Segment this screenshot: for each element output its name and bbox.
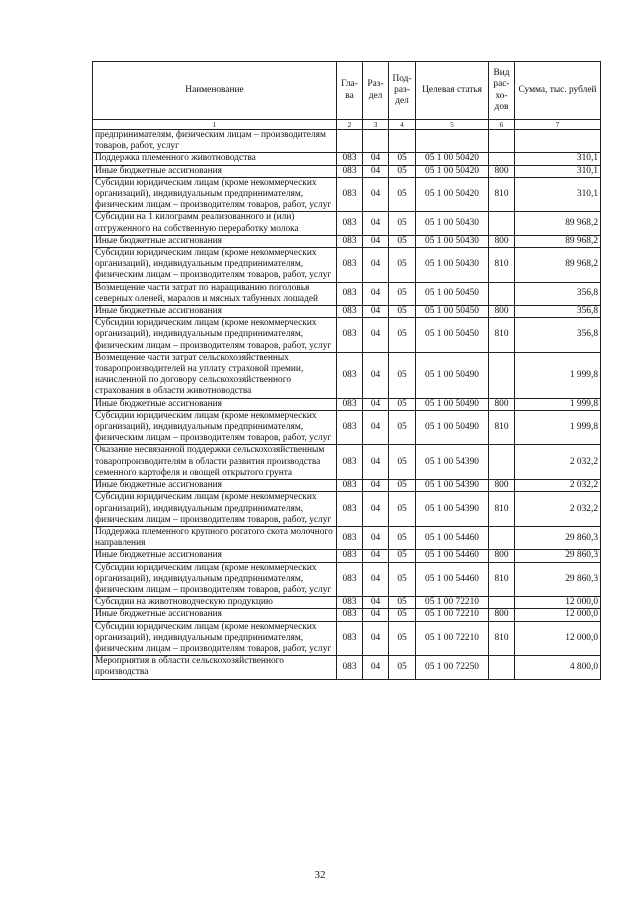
- row-vid-cell: 800: [489, 165, 515, 177]
- row-podrazdel-cell: 05: [389, 526, 416, 549]
- row-glava-cell: 083: [337, 177, 363, 212]
- row-name-cell: Субсидии юридическим лицам (кроме некоммерческих организаций), индивидуальным предпринимателям, физическим лицам – производителям товаров, работ, услуг: [93, 177, 337, 212]
- row-statya-cell: 05 1 00 50430: [416, 248, 489, 283]
- col-number: 5: [416, 120, 489, 130]
- row-name-cell: Субсидии на 1 килограмм реализованного и (или) отгруженного на собственную переработку молока: [93, 212, 337, 235]
- row-statya-cell: 05 1 00 50420: [416, 177, 489, 212]
- row-name-cell: Субсидии юридическим лицам (кроме некоммерческих организаций), индивидуальным предпринимателям, физическим лицам – производителям товаров, работ, услуг: [93, 410, 337, 445]
- row-podrazdel-cell: 05: [389, 282, 416, 305]
- row-statya-cell: 05 1 00 54390: [416, 492, 489, 527]
- row-glava-cell: 083: [337, 398, 363, 410]
- row-glava-cell: 083: [337, 480, 363, 492]
- row-razdel-cell: 04: [363, 165, 389, 177]
- row-summa-cell: 89 968,2: [515, 235, 601, 247]
- row-summa-cell: 2 032,2: [515, 480, 601, 492]
- row-glava-cell: 083: [337, 621, 363, 656]
- row-statya-cell: 05 1 00 54460: [416, 562, 489, 597]
- row-podrazdel-cell: 05: [389, 550, 416, 562]
- row-name-cell: Иные бюджетные ассигнования: [93, 480, 337, 492]
- row-razdel-cell: 04: [363, 398, 389, 410]
- row-glava-cell: 083: [337, 526, 363, 549]
- row-name-cell: Иные бюджетные ассигнования: [93, 609, 337, 621]
- row-razdel-cell: 04: [363, 597, 389, 609]
- row-glava-cell: 083: [337, 492, 363, 527]
- row-podrazdel-cell: 05: [389, 177, 416, 212]
- table-row: [93, 165, 601, 177]
- row-glava-cell: 083: [337, 212, 363, 235]
- row-name-cell: предпринимателям, физическим лицам – производителям товаров, работ, услуг: [93, 130, 337, 153]
- table-row: [93, 306, 601, 318]
- row-razdel-cell: 04: [363, 282, 389, 305]
- table-row: [93, 248, 601, 283]
- row-summa-cell: 4 800,0: [515, 656, 601, 679]
- col-number: 4: [389, 120, 416, 130]
- row-name-cell: Иные бюджетные ассигнования: [93, 165, 337, 177]
- row-podrazdel-cell: 05: [389, 609, 416, 621]
- row-glava-cell: 083: [337, 306, 363, 318]
- row-name-cell: Иные бюджетные ассигнования: [93, 550, 337, 562]
- row-glava-cell: 083: [337, 609, 363, 621]
- row-statya-cell: 05 1 00 54460: [416, 550, 489, 562]
- row-glava-cell: 083: [337, 248, 363, 283]
- row-glava-cell: 083: [337, 153, 363, 165]
- row-podrazdel-cell: 05: [389, 398, 416, 410]
- row-statya-cell: 05 1 00 72250: [416, 656, 489, 679]
- row-razdel-cell: 04: [363, 445, 389, 480]
- row-summa-cell: 12 000,0: [515, 609, 601, 621]
- row-razdel-cell: [363, 130, 389, 153]
- row-podrazdel-cell: 05: [389, 235, 416, 247]
- row-vid-cell: 800: [489, 480, 515, 492]
- table-row: [93, 130, 601, 153]
- row-vid-cell: 800: [489, 306, 515, 318]
- row-statya-cell: 05 1 00 50450: [416, 318, 489, 353]
- table-row: [93, 410, 601, 445]
- row-statya-cell: 05 1 00 50420: [416, 153, 489, 165]
- header-vid: Вид рас-хо-дов: [489, 62, 515, 120]
- row-summa-cell: 89 968,2: [515, 248, 601, 283]
- row-podrazdel-cell: 05: [389, 656, 416, 679]
- row-glava-cell: 083: [337, 550, 363, 562]
- row-name-cell: Субсидии юридическим лицам (кроме некоммерческих организаций), индивидуальным предпринимателям, физическим лицам – производителям товаров, работ, услуг: [93, 248, 337, 283]
- row-vid-cell: 810: [489, 621, 515, 656]
- row-name-cell: Иные бюджетные ассигнования: [93, 306, 337, 318]
- row-summa-cell: 356,8: [515, 318, 601, 353]
- row-vid-cell: 800: [489, 609, 515, 621]
- row-razdel-cell: 04: [363, 212, 389, 235]
- row-podrazdel-cell: 05: [389, 352, 416, 398]
- table-row: [93, 621, 601, 656]
- row-glava-cell: 083: [337, 352, 363, 398]
- row-statya-cell: 05 1 00 50430: [416, 212, 489, 235]
- row-name-cell: Оказание несвязанной поддержки сельскохозяйственным товаропроизводителям в области развития производства семенного картофеля и овощей открытого грунта: [93, 445, 337, 480]
- row-podrazdel-cell: 05: [389, 306, 416, 318]
- row-vid-cell: 800: [489, 398, 515, 410]
- table-row: [93, 153, 601, 165]
- row-summa-cell: 1 999,8: [515, 352, 601, 398]
- row-statya-cell: 05 1 00 54390: [416, 445, 489, 480]
- table-row: [93, 352, 601, 398]
- row-vid-cell: [489, 352, 515, 398]
- table-row: [93, 656, 601, 679]
- row-vid-cell: [489, 526, 515, 549]
- row-podrazdel-cell: 05: [389, 492, 416, 527]
- table-row: [93, 398, 601, 410]
- row-name-cell: Иные бюджетные ассигнования: [93, 398, 337, 410]
- table-row: [93, 318, 601, 353]
- row-summa-cell: 310,1: [515, 177, 601, 212]
- row-statya-cell: 05 1 00 50450: [416, 306, 489, 318]
- row-summa-cell: 29 860,3: [515, 550, 601, 562]
- row-vid-cell: [489, 130, 515, 153]
- row-podrazdel-cell: 05: [389, 410, 416, 445]
- row-name-cell: Субсидии юридическим лицам (кроме некоммерческих организаций), индивидуальным предпринимателям, физическим лицам – производителям товаров, работ, услуг: [93, 562, 337, 597]
- row-name-cell: Возмещение части затрат по наращиванию поголовья северных оленей, маралов и мясных табунных лошадей: [93, 282, 337, 305]
- row-podrazdel-cell: 05: [389, 445, 416, 480]
- row-vid-cell: [489, 282, 515, 305]
- row-razdel-cell: 04: [363, 492, 389, 527]
- row-podrazdel-cell: 05: [389, 212, 416, 235]
- table-row: [93, 445, 601, 480]
- row-summa-cell: 12 000,0: [515, 621, 601, 656]
- row-podrazdel-cell: 05: [389, 562, 416, 597]
- row-statya-cell: 05 1 00 50430: [416, 235, 489, 247]
- row-name-cell: Субсидии юридическим лицам (кроме некоммерческих организаций), индивидуальным предпринимателям, физическим лицам – производителям товаров, работ, услуг: [93, 621, 337, 656]
- table-row: [93, 492, 601, 527]
- row-summa-cell: 356,8: [515, 306, 601, 318]
- row-statya-cell: 05 1 00 50490: [416, 352, 489, 398]
- budget-table: [92, 61, 601, 680]
- row-summa-cell: 310,1: [515, 153, 601, 165]
- row-razdel-cell: 04: [363, 352, 389, 398]
- row-razdel-cell: 04: [363, 306, 389, 318]
- row-vid-cell: 810: [489, 318, 515, 353]
- page-number: 32: [314, 869, 326, 881]
- row-summa-cell: 89 968,2: [515, 212, 601, 235]
- table-row: [93, 562, 601, 597]
- col-number: 2: [337, 120, 363, 130]
- row-statya-cell: 05 1 00 50490: [416, 398, 489, 410]
- row-glava-cell: 083: [337, 445, 363, 480]
- row-vid-cell: 800: [489, 235, 515, 247]
- row-statya-cell: 05 1 00 50420: [416, 165, 489, 177]
- header-summa: Сумма, тыс. рублей: [515, 62, 601, 120]
- row-name-cell: Поддержка племенного животноводства: [93, 153, 337, 165]
- header-razdel: Раз-дел: [363, 62, 389, 120]
- row-name-cell: Субсидии юридическим лицам (кроме некоммерческих организаций), индивидуальным предпринимателям, физическим лицам – производителям товаров, работ, услуг: [93, 492, 337, 527]
- row-razdel-cell: 04: [363, 410, 389, 445]
- row-podrazdel-cell: 05: [389, 248, 416, 283]
- row-statya-cell: [416, 130, 489, 153]
- col-number: 3: [363, 120, 389, 130]
- row-vid-cell: [489, 153, 515, 165]
- row-vid-cell: 810: [489, 177, 515, 212]
- row-podrazdel-cell: 05: [389, 597, 416, 609]
- table-row: [93, 212, 601, 235]
- row-glava-cell: 083: [337, 235, 363, 247]
- table-row: [93, 550, 601, 562]
- row-vid-cell: [489, 212, 515, 235]
- row-glava-cell: 083: [337, 410, 363, 445]
- row-name-cell: Возмещение части затрат сельскохозяйственных товаропроизводителей на уплату страховой премии, начисленной по договору сельскохозяйственного страхования в области животноводства: [93, 352, 337, 398]
- row-statya-cell: 05 1 00 50450: [416, 282, 489, 305]
- row-glava-cell: 083: [337, 597, 363, 609]
- row-vid-cell: 810: [489, 492, 515, 527]
- row-razdel-cell: 04: [363, 153, 389, 165]
- row-name-cell: Поддержка племенного крупного рогатого скота молочного направления: [93, 526, 337, 549]
- row-glava-cell: [337, 130, 363, 153]
- row-podrazdel-cell: 05: [389, 480, 416, 492]
- row-razdel-cell: 04: [363, 609, 389, 621]
- column-number-row: [93, 120, 601, 130]
- row-razdel-cell: 04: [363, 550, 389, 562]
- row-razdel-cell: 04: [363, 177, 389, 212]
- row-vid-cell: 800: [489, 550, 515, 562]
- header-name: Наименование: [93, 62, 337, 120]
- row-summa-cell: 1 999,8: [515, 398, 601, 410]
- row-glava-cell: 083: [337, 282, 363, 305]
- row-statya-cell: 05 1 00 72210: [416, 609, 489, 621]
- table-row: [93, 282, 601, 305]
- header-podrazdel: Под-раз-дел: [389, 62, 416, 120]
- row-summa-cell: 310,1: [515, 165, 601, 177]
- row-statya-cell: 05 1 00 72210: [416, 621, 489, 656]
- row-summa-cell: 2 032,2: [515, 492, 601, 527]
- row-summa-cell: 29 860,3: [515, 526, 601, 549]
- row-name-cell: Мероприятия в области сельскохозяйственного производства: [93, 656, 337, 679]
- row-summa-cell: 356,8: [515, 282, 601, 305]
- row-podrazdel-cell: 05: [389, 318, 416, 353]
- row-statya-cell: 05 1 00 72210: [416, 597, 489, 609]
- table-row: [93, 609, 601, 621]
- row-summa-cell: 2 032,2: [515, 445, 601, 480]
- table-row: [93, 526, 601, 549]
- header-glava: Гла-ва: [337, 62, 363, 120]
- table-row: [93, 177, 601, 212]
- row-vid-cell: [489, 597, 515, 609]
- col-number: 6: [489, 120, 515, 130]
- row-razdel-cell: 04: [363, 656, 389, 679]
- row-glava-cell: 083: [337, 562, 363, 597]
- row-razdel-cell: 04: [363, 480, 389, 492]
- row-vid-cell: 810: [489, 562, 515, 597]
- col-number: 1: [93, 120, 337, 130]
- row-podrazdel-cell: 05: [389, 621, 416, 656]
- row-podrazdel-cell: [389, 130, 416, 153]
- row-name-cell: Субсидии юридическим лицам (кроме некоммерческих организаций), индивидуальным предпринимателям, физическим лицам – производителям товаров, работ, услуг: [93, 318, 337, 353]
- row-razdel-cell: 04: [363, 318, 389, 353]
- row-name-cell: Субсидии на животноводческую продукцию: [93, 597, 337, 609]
- table-body: [93, 130, 601, 680]
- table-header-row: [93, 62, 601, 120]
- row-podrazdel-cell: 05: [389, 165, 416, 177]
- row-statya-cell: 05 1 00 54390: [416, 480, 489, 492]
- table-row: [93, 480, 601, 492]
- row-glava-cell: 083: [337, 165, 363, 177]
- header-statya: Целевая статья: [416, 62, 489, 120]
- row-podrazdel-cell: 05: [389, 153, 416, 165]
- row-razdel-cell: 04: [363, 526, 389, 549]
- row-vid-cell: [489, 656, 515, 679]
- col-number: 7: [515, 120, 601, 130]
- row-statya-cell: 05 1 00 50490: [416, 410, 489, 445]
- table-row: [93, 235, 601, 247]
- row-summa-cell: 12 000,0: [515, 597, 601, 609]
- row-summa-cell: 1 999,8: [515, 410, 601, 445]
- row-vid-cell: [489, 445, 515, 480]
- row-razdel-cell: 04: [363, 248, 389, 283]
- row-vid-cell: 810: [489, 410, 515, 445]
- row-glava-cell: 083: [337, 318, 363, 353]
- row-summa-cell: 29 860,3: [515, 562, 601, 597]
- row-vid-cell: 810: [489, 248, 515, 283]
- row-name-cell: Иные бюджетные ассигнования: [93, 235, 337, 247]
- row-summa-cell: [515, 130, 601, 153]
- row-razdel-cell: 04: [363, 621, 389, 656]
- table-row: [93, 597, 601, 609]
- row-razdel-cell: 04: [363, 235, 389, 247]
- row-statya-cell: 05 1 00 54460: [416, 526, 489, 549]
- row-glava-cell: 083: [337, 656, 363, 679]
- row-razdel-cell: 04: [363, 562, 389, 597]
